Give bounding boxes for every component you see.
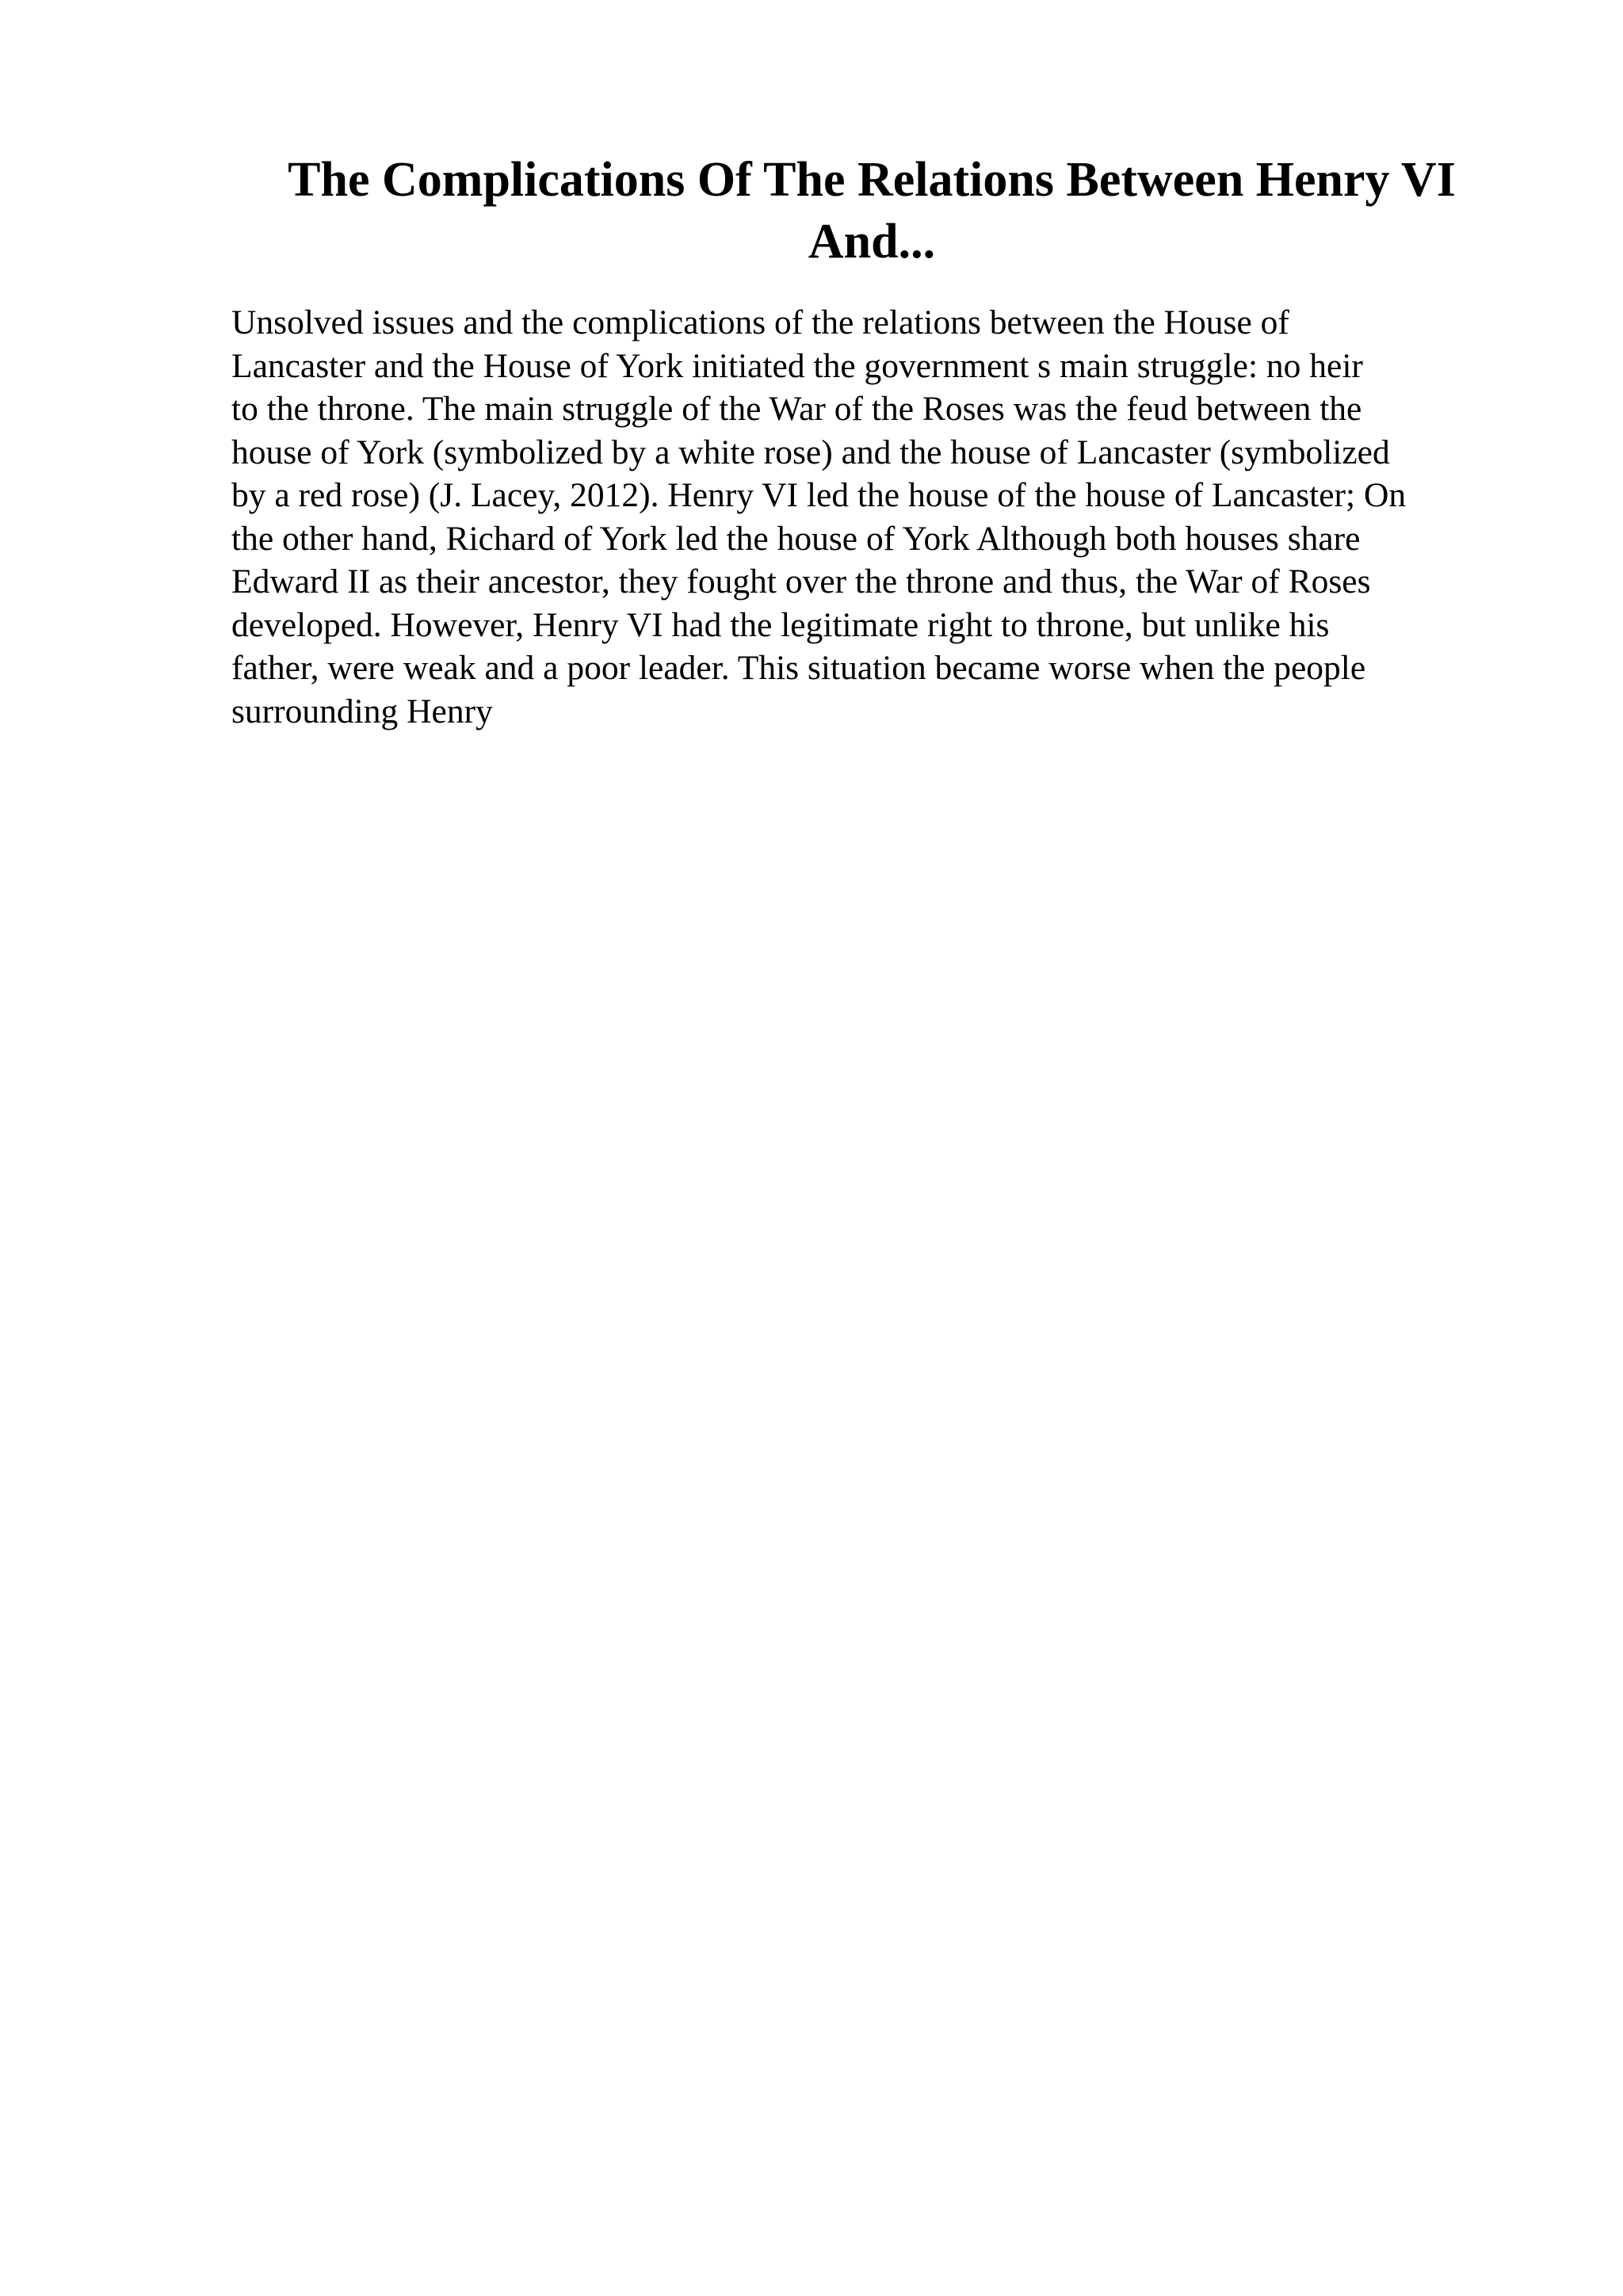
body-line: by a red rose) (J. Lacey, 2012). Henry VI led the house of the house of Lancaster; On xyxy=(231,476,1407,514)
body-line: the other hand, Richard of York led the house of York Although both houses share xyxy=(231,519,1361,558)
body-line: house of York (symbolized by a white rose) and the house of Lancaster (symbolized xyxy=(231,433,1390,471)
body-line: surrounding Henry xyxy=(231,692,493,730)
title-line: The Complications Of The Relations Between Henry VI xyxy=(288,153,1456,207)
body-line: to the throne. The main struggle of the War of the Roses was the feud between the xyxy=(231,390,1362,428)
body-line: father, were weak and a poor leader. This situation became worse when the people xyxy=(231,649,1366,687)
title-line: And... xyxy=(808,215,936,269)
document-title xyxy=(230,149,1514,273)
body-line: Edward II as their ancestor, they fought over the throne and thus, the War of Roses xyxy=(231,563,1371,601)
body-line: Unsolved issues and the complications of the relations between the House of xyxy=(231,303,1289,341)
body-line: developed. However, Henry VI had the legitimate right to throne, but unlike his xyxy=(231,605,1330,644)
document-body xyxy=(231,301,1531,733)
body-line: Lancaster and the House of York initiated the government s main struggle: no heir xyxy=(231,346,1363,385)
